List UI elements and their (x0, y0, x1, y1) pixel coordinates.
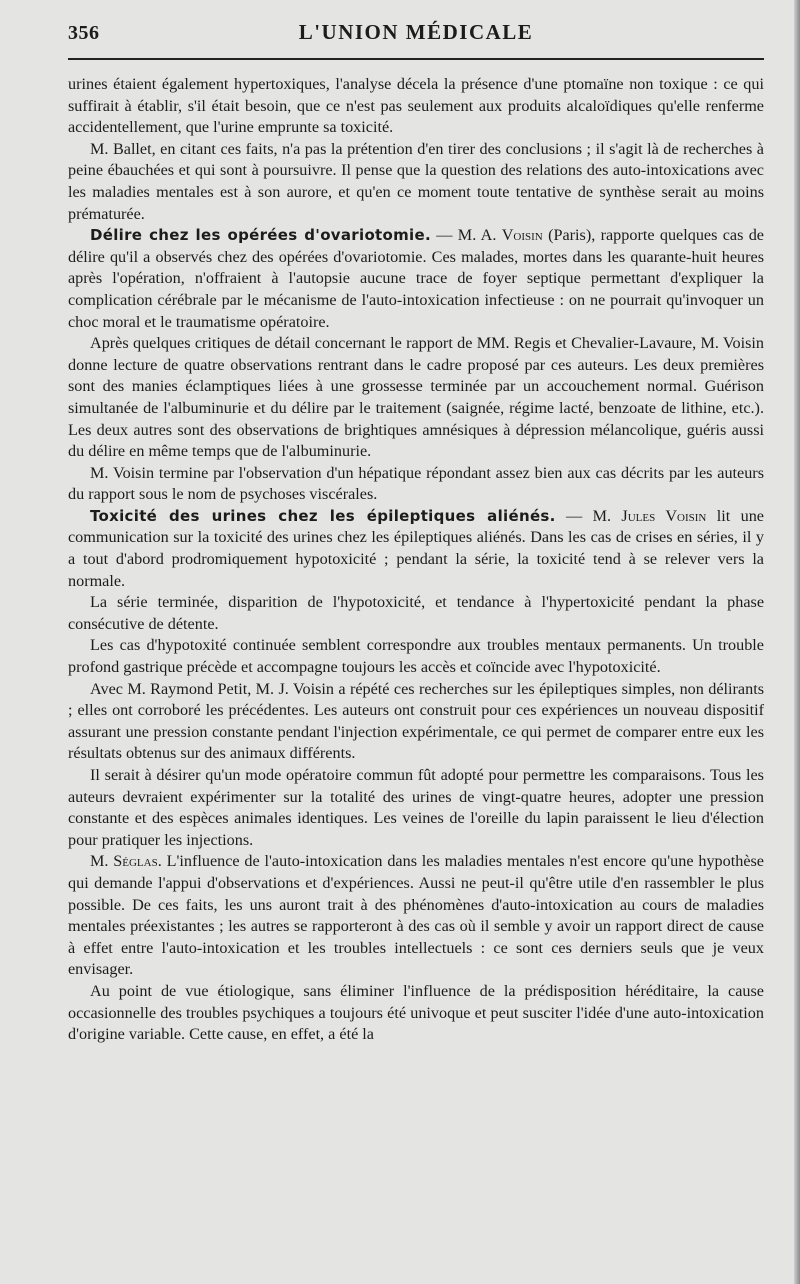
section-heading-toxicite: Toxicité des urines chez les épileptiques aliénés. (90, 506, 556, 525)
running-title: L'UNION MÉDICALE (298, 20, 534, 44)
paragraph-12: Au point de vue étiologique, sans éliminer l'influence de la prédisposition héréditaire, la cause occasionnelle des troubles psychiques a toujours été univoque et peut susciter l'idée d'une auto-intoxication d'origine variable. Cette cause, en effet, a été la (68, 981, 764, 1044)
heading-dash: — M. A. (430, 226, 502, 245)
author-name: M. Séglas. (90, 852, 162, 871)
author-name: Voisin (501, 226, 543, 245)
paragraph-6 (68, 506, 764, 592)
paragraph-3 (68, 225, 764, 333)
page-edge-shadow (794, 0, 800, 1284)
paragraph-7: La série terminée, disparition de l'hypotoxicité, et tendance à l'hypertoxicité pendant la phase consécutive de détente. (68, 593, 764, 633)
paragraph-text: (Paris), rapporte quelques cas de délire qu'il a observés chez des opérées d'ovariotomie. Ces malades, mortes dans les quarante-huit heures après l'opération, n'offraient à l'autopsie aucune trace de foyer septique permettant d'expliquer la complication cérébrale par le mécanisme de l'auto-intoxication infectieuse : on ne pourrait qu'invoquer un choc moral et le traumatisme opératoire. (68, 226, 764, 331)
paragraph-10: Il serait à désirer qu'un mode opératoire commun fût adopté pour permettre les comparaisons. Tous les auteurs devraient expérimenter sur la totalité des urines de vingt-quatre heures, adopter une pression constante et des espèces animales identiques. Les veines de l'oreille du lapin paraissent le lieu d'élection pour pratiquer les injections. (68, 766, 764, 849)
paragraph-11 (68, 851, 764, 981)
page-header (68, 18, 764, 48)
paragraph-5: M. Voisin termine par l'observation d'un hépatique répondant assez bien aux cas décrits par les auteurs du rapport sous le nom de psychoses viscérales. (68, 463, 764, 504)
paragraph-4: Après quelques critiques de détail concernant le rapport de MM. Regis et Chevalier-Lavaure, M. Voisin donne lecture de quatre observations rentrant dans le cadre proposé par ces auteurs. Les deux premières sont des manies éclamptiques liées à une grossesse terminée par un accouchement normal. Guérison simultanée de l'albuminurie et du délire par le traitement (saignée, régime lacté, benzoate de lithine, etc.). Les deux autres sont des observations de brightiques amnésiques à dépression mélancolique, guéris aussi du délire en même temps que de l'albuminurie. (68, 334, 764, 461)
paragraph-2: M. Ballet, en citant ces faits, n'a pas la prétention d'en tirer des conclusions ; il s'agit là de recherches à peine ébauchées et qui sont à poursuivre. Il pense que la question des relations des auto-intoxications avec les maladies mentales est à son aurore, et qu'en ce moment toute tentative de synthèse serait au moins prématurée. (68, 139, 764, 223)
header-rule (68, 58, 764, 60)
page-number: 356 (68, 22, 100, 44)
heading-dash: — M. (555, 506, 622, 525)
section-heading-ovariotomie: Délire chez les opérées d'ovariotomie. (90, 226, 431, 245)
paragraph-text: L'influence de l'auto-intoxication dans les maladies mentales n'est encore qu'une hypothèse qui demande l'appui d'observations et d'expériences. Aussi ne peut-il qu'être utile d'en rassembler le plus possible. De ces faits, les uns auront trait à des phénomènes d'auto-intoxication au cours de maladies mentales préexistantes ; les autres se rapporteront à des cas où il semble y avoir un rapport direct de cause à effet entre l'auto-intoxication et les troubles intellectuels : ce sont ces derniers seuls que je veux envisager. (68, 852, 764, 979)
paragraph-text: lit une communication sur la toxicité des urines chez les épileptiques aliénés. Dans les cas de crises en séries, il y a tout d'abord prodromiquement hypotoxicité ; pendant la série, la toxicité tend à se relever vers la normale. (68, 506, 764, 590)
paragraph-1: urines étaient également hypertoxiques, l'analyse décela la présence d'une ptomaïne non toxique : ce qui suffirait à établir, s'il était besoin, que ce n'est pas seulement aux produits alcaloïdiques qu'elle renferme accidentellement, que l'urine emprunte sa toxicité. (68, 75, 764, 137)
paragraph-8: Les cas d'hypotoxité continuée semblent correspondre aux troubles mentaux permanents. Un trouble profond gastrique précède et accompagne toujours les accès et coïncide avec l'hypotoxicité. (68, 636, 764, 677)
author-name: Jules Voisin (621, 506, 707, 525)
paragraph-9: Avec M. Raymond Petit, M. J. Voisin a répété ces recherches sur les épileptiques simples, non délirants ; elles ont corroboré les précédentes. Les auteurs ont construit pour ces expériences un nouveau dispositif assurant une pression constante pendant l'injection expérimentale, ce qui permet de comparer entre eux les résultats obtenus sur des animaux différents. (68, 679, 764, 763)
article-body (68, 74, 764, 1046)
